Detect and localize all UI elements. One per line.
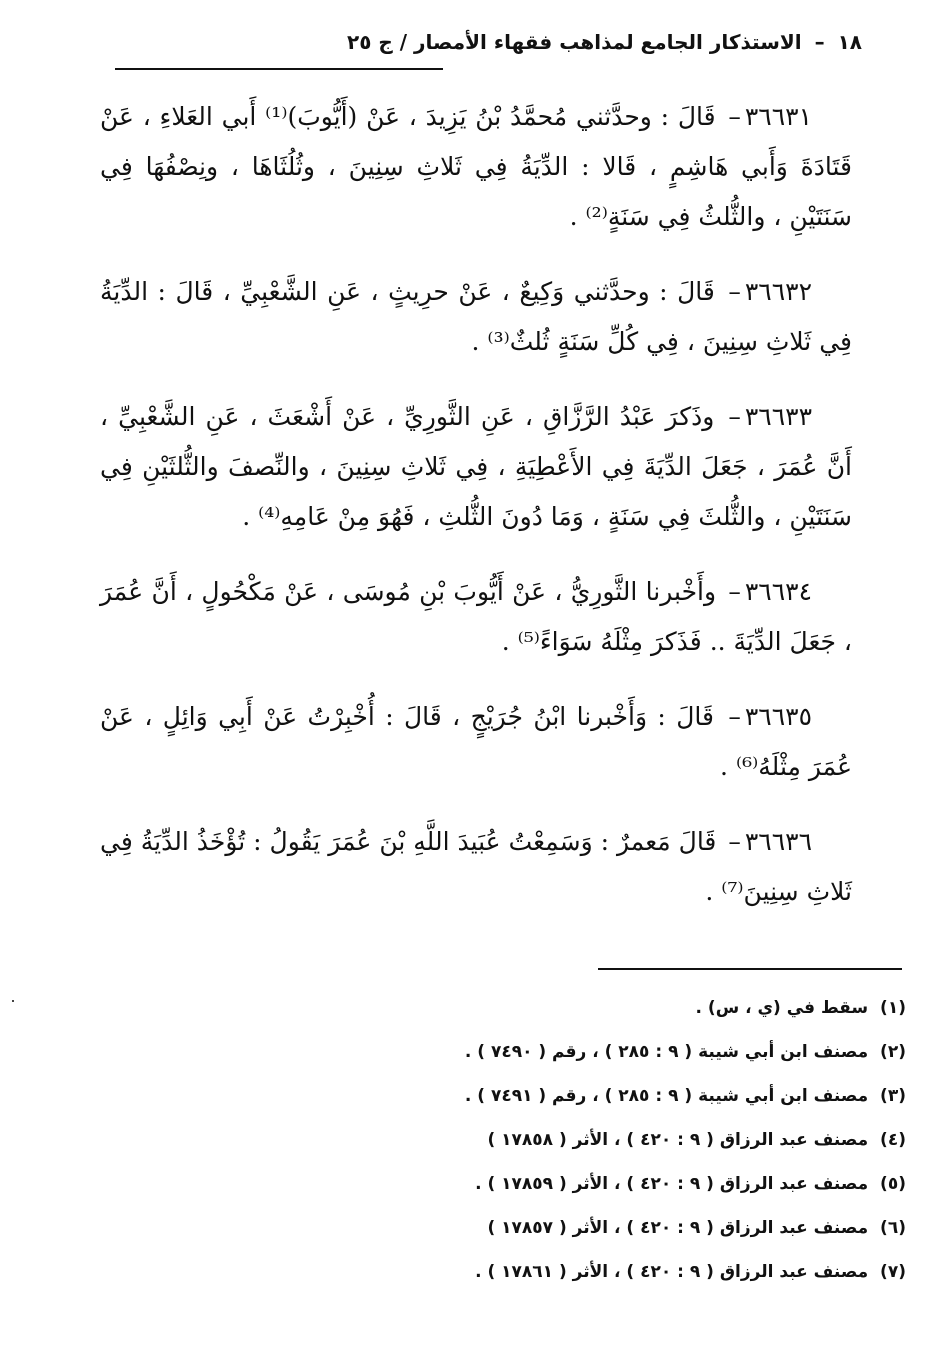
footnote-3 — [306, 1074, 906, 1118]
entry-36635: ٣٦٦٣٥– قَالَ : وَأَخْبرنا ابْنُ جُرَيْجٍ ، قَالَ : أُخْبِرْتُ عَنْ أَبِي وَائِلٍ ، عَنْ عُمَرَ مِثْلَهُ⁽⁶⁾ . — [100, 702, 852, 781]
header-separator: – — [814, 30, 825, 54]
footnote-label: (٥) — [880, 1174, 906, 1194]
entry-text: قَالَ : وحدَّثني وَكِيعٌ ، عَنْ حرِيثٍ ، عَنِ الشَّعْبِيِّ ، قَالَ : الدِّيَةُ فِي ثَلاثِ سِنِينَ ، فِي كُلِّ سَنَةٍ ثُلثٌ⁽³⁾ . — [100, 277, 852, 356]
footnote-rule — [598, 968, 902, 970]
running-header — [62, 30, 862, 54]
footnote-label: (٧) — [880, 1262, 906, 1282]
entry-text: وذَكرَ عَبْدُ الرَّزَّاقِ ، عَنِ الثَّورِيِّ ، عَنْ أَشْعَثَ ، عَنِ الشَّعْبِيِّ ، أَنَّ عُمَرَ ، جَعَلَ الدِّيَةَ فِي الأَعْطِيَةِ ، فِي ثَلاثِ سِنِينَ ، والنِّصفَ والثُّلثَيْنِ فِي سَنَتَيْنِ ، والثُّلثَ فِي سَنَةٍ ، وَمَا دُونَ الثُّلثِ ، فَهُوَ مِنْ عَامِهِ⁽⁴⁾ . — [100, 402, 852, 531]
book-title: الاستذكار الجامع لمذاهب فقهاء الأمصار / ج ٢٥ — [346, 30, 802, 54]
footnote-text: مصنف عبد الرزاق ( ٩ : ٤٢٠ ) ، الأثر ( ١٧٨٥٨ ) — [487, 1130, 869, 1150]
footnote-label: (٦) — [880, 1218, 906, 1238]
entry-text: وأَخْبرنا الثَّورِيُّ ، عَنْ أَيُّوبَ بْنِ مُوسَى ، عَنْ مَكْحُولٍ ، أَنَّ عُمَرَ ، جَعَلَ الدِّيَةَ .. فَذَكرَ مِثْلَهُ سَوَاءً⁽⁵⁾ . — [100, 577, 852, 656]
entry-36631: ٣٦٦٣١– قَالَ : وحدَّثني مُحمَّدُ بْنُ يَزِيدَ ، عَنْ (أَيُّوبَ)⁽¹⁾ أَبي العَلاءِ ، عَنْ قَتَادَةَ وَأَبي هَاشِمٍ ، قَالا : الدِّيَةُ فِي ثَلاثِ سِنِينَ ، وثُلُثَاهَا ، ونِصْفُهَا فِي سَنَتَيْنِ ، والثُّلثُ فِي سَنَةٍ⁽²⁾ . — [100, 102, 852, 231]
footnote-label: (١) — [880, 998, 906, 1018]
footnote-2 — [306, 1030, 906, 1074]
page-number: ١٨ — [837, 30, 862, 54]
footnotes — [306, 986, 906, 1294]
footnote-text: مصنف عبد الرزاق ( ٩ : ٤٢٠ ) ، الأثر ( ١٧٨٦١ ) . — [475, 1262, 869, 1282]
footnote-label: (٢) — [880, 1042, 906, 1062]
entry-number: ٣٦٦٣٣ — [744, 402, 812, 431]
header-rule — [115, 68, 443, 70]
entry-text: قَالَ : وحدَّثني مُحمَّدُ بْنُ يَزِيدَ ، عَنْ (أَيُّوبَ)⁽¹⁾ أَبي العَلاءِ ، عَنْ قَتَادَةَ وَأَبي هَاشِمٍ ، قَالا : الدِّيَةُ فِي ثَلاثِ سِنِينَ ، وثُلُثَاهَا ، ونِصْفُهَا فِي سَنَتَيْنِ ، والثُّلثُ فِي سَنَةٍ⁽²⁾ . — [100, 102, 852, 231]
entry-number: ٣٦٦٣١ — [744, 102, 812, 131]
entry-number: ٣٦٦٣٥ — [744, 702, 812, 731]
entry-text: قَالَ مَعمرٌ : وَسَمِعْتُ عُبَيدَ اللَّهِ بْنَ عُمَرَ يَقُولُ : تُؤْخَذُ الدِّيَةُ فِي ثَلاثِ سِنِينَ⁽⁷⁾ . — [100, 827, 852, 906]
entry-number: ٣٦٦٣٢ — [744, 277, 812, 306]
footnote-6 — [306, 1206, 906, 1250]
footnote-4 — [306, 1118, 906, 1162]
footnote-5 — [306, 1162, 906, 1206]
hadith-entries — [100, 92, 852, 935]
footnote-text: مصنف عبد الرزاق ( ٩ : ٤٢٠ ) ، الأثر ( ١٧٨٥٩ ) . — [475, 1174, 869, 1194]
entry-36633: ٣٦٦٣٣– وذَكرَ عَبْدُ الرَّزَّاقِ ، عَنِ الثَّورِيِّ ، عَنْ أَشْعَثَ ، عَنِ الشَّعْبِيِّ ، أَنَّ عُمَرَ ، جَعَلَ الدِّيَةَ فِي الأَعْطِيَةِ ، فِي ثَلاثِ سِنِينَ ، والنِّصفَ والثُّلثَيْنِ فِي سَنَتَيْنِ ، والثُّلثَ فِي سَنَةٍ ، وَمَا دُونَ الثُّلثِ ، فَهُوَ مِنْ عَامِهِ⁽⁴⁾ . — [100, 402, 852, 531]
entry-36634: ٣٦٦٣٤– وأَخْبرنا الثَّورِيُّ ، عَنْ أَيُّوبَ بْنِ مُوسَى ، عَنْ مَكْحُولٍ ، أَنَّ عُمَرَ ، جَعَلَ الدِّيَةَ .. فَذَكرَ مِثْلَهُ سَوَاءً⁽⁵⁾ . — [100, 577, 852, 656]
entry-36632: ٣٦٦٣٢– قَالَ : وحدَّثني وَكِيعٌ ، عَنْ حرِيثٍ ، عَنِ الشَّعْبِيِّ ، قَالَ : الدِّيَةُ فِي ثَلاثِ سِنِينَ ، فِي كُلِّ سَنَةٍ ثُلثٌ⁽³⁾ . — [100, 277, 852, 356]
footnote-text: سقط في (ي ، س) . — [695, 998, 869, 1018]
entry-text: قَالَ : وَأَخْبرنا ابْنُ جُرَيْجٍ ، قَالَ : أُخْبِرْتُ عَنْ أَبِي وَائِلٍ ، عَنْ عُمَرَ مِثْلَهُ⁽⁶⁾ . — [100, 702, 852, 781]
footnote-label: (٣) — [880, 1086, 906, 1106]
footnote-text: مصنف عبد الرزاق ( ٩ : ٤٢٠ ) ، الأثر ( ١٧٨٥٧ ) — [487, 1218, 869, 1238]
footnote-label: (٤) — [880, 1130, 906, 1150]
footnote-text: مصنف ابن أبي شيبة ( ٩ : ٢٨٥ ) ، رقم ( ٧٤٩٠ ) . — [464, 1042, 869, 1062]
footnote-7 — [306, 1250, 906, 1294]
footnote-1 — [306, 986, 906, 1030]
entry-number: ٣٦٦٣٤ — [744, 577, 812, 606]
entry-number: ٣٦٦٣٦ — [744, 827, 812, 856]
scan-speck — [12, 1000, 14, 1002]
entry-36636: ٣٦٦٣٦– قَالَ مَعمرٌ : وَسَمِعْتُ عُبَيدَ اللَّهِ بْنَ عُمَرَ يَقُولُ : تُؤْخَذُ الدِّيَةُ فِي ثَلاثِ سِنِينَ⁽⁷⁾ . — [100, 827, 852, 906]
footnote-text: مصنف ابن أبي شيبة ( ٩ : ٢٨٥ ) ، رقم ( ٧٤٩١ ) . — [464, 1086, 869, 1106]
